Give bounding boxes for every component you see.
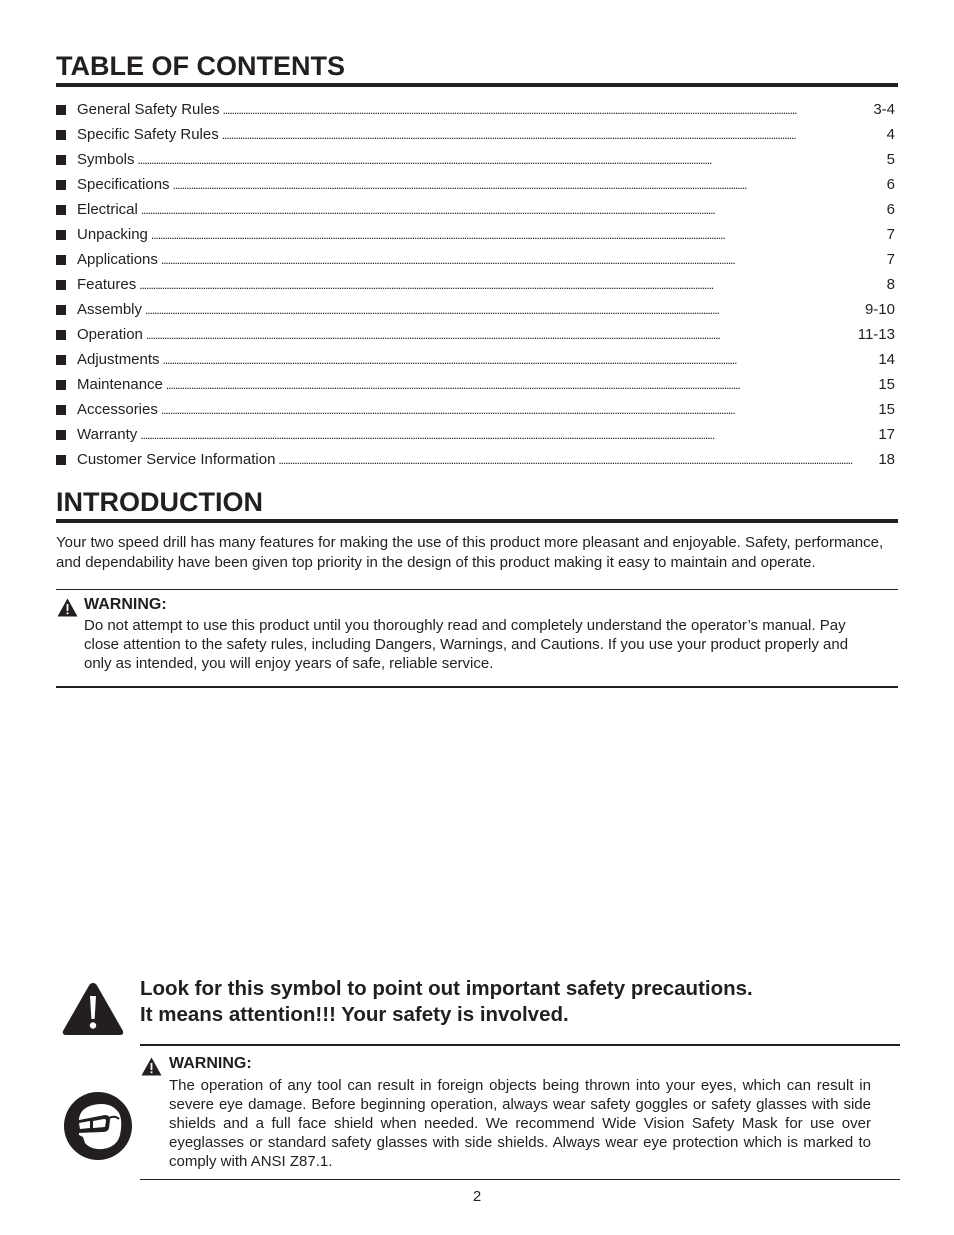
toc-item-label: Assembly <box>77 301 143 318</box>
toc-leader-dots <box>138 147 885 173</box>
toc-item-page: 8 <box>886 276 895 293</box>
warning-box <box>56 589 898 688</box>
toc-leader-dots <box>166 372 876 398</box>
toc-item[interactable] <box>56 197 895 222</box>
square-bullet-icon <box>56 380 66 390</box>
toc-item-page: 3-4 <box>873 101 895 118</box>
toc-item-page: 7 <box>886 251 895 268</box>
toc-item[interactable] <box>56 147 895 172</box>
toc-item[interactable] <box>56 247 895 272</box>
warning-triangle-icon <box>57 598 78 617</box>
toc-item-label: Applications <box>77 251 158 268</box>
eye-protection-warning-box <box>140 1044 900 1180</box>
toc-item-label: Symbols <box>77 151 135 168</box>
toc-item[interactable] <box>56 372 895 397</box>
toc-title: TABLE OF CONTENTS <box>56 50 898 87</box>
toc-item-page: 11-13 <box>857 326 895 343</box>
warning-text: The operation of any tool can result in foreign objects being thrown into your eyes, which can result in severe eye damage. Before beginning operation, always wear safety goggles or safety glasses with side shields and a full face shield when needed. We recommend Wide Vision Safety Mask for use over eyeglasses or standard safety glasses with side shields. Always wear eye protection which is marked to comply with ANSI Z87.1. <box>169 1077 871 1170</box>
toc-item-label: Adjustments <box>77 351 160 368</box>
square-bullet-icon <box>56 455 66 465</box>
square-bullet-icon <box>56 305 66 315</box>
toc-item-label: Accessories <box>77 401 158 418</box>
square-bullet-icon <box>56 255 66 265</box>
square-bullet-icon <box>56 330 66 340</box>
toc-item[interactable] <box>56 397 895 422</box>
warning-triangle-icon <box>141 1057 162 1076</box>
toc-item-label: Unpacking <box>77 226 148 243</box>
toc-leader-dots <box>151 222 885 248</box>
toc-item-page: 7 <box>886 226 895 243</box>
toc-leader-dots <box>141 197 885 223</box>
toc-item-page: 5 <box>886 151 895 168</box>
introduction-title: INTRODUCTION <box>56 486 898 523</box>
safety-notice-headline <box>140 976 880 1028</box>
toc-item-label: Electrical <box>77 201 138 218</box>
toc-item-page: 6 <box>886 176 895 193</box>
safety-notice-line-2: It means attention!!! Your safety is involved. <box>140 1003 569 1026</box>
safety-goggles-icon <box>63 1091 133 1161</box>
square-bullet-icon <box>56 180 66 190</box>
toc-item-label: Features <box>77 276 137 293</box>
page-number: 2 <box>472 1188 482 1205</box>
square-bullet-icon <box>56 130 66 140</box>
toc-item-label: Operation <box>77 326 143 343</box>
square-bullet-icon <box>56 280 66 290</box>
toc-item[interactable] <box>56 447 895 472</box>
toc-item-page: 4 <box>886 126 895 143</box>
toc-item-page: 15 <box>878 376 895 393</box>
toc-item-page: 15 <box>878 401 895 418</box>
toc-leader-dots <box>146 322 856 348</box>
warning-text: Do not attempt to use this product until you thoroughly read and completely understand the operator’s manual. Pay close attention to the safety rules, including Dangers, Warnings, and Cautions. If you use your product properly and only as intended, you will enjoy years of safe, reliable service. <box>84 617 849 672</box>
square-bullet-icon <box>56 105 66 115</box>
toc-leader-dots <box>161 247 885 273</box>
toc-leader-dots <box>222 122 885 148</box>
toc-leader-dots <box>163 347 877 373</box>
toc-list <box>56 97 895 472</box>
toc-item[interactable] <box>56 222 895 247</box>
toc-leader-dots <box>161 397 876 423</box>
toc-item-label: Warranty <box>77 426 138 443</box>
toc-item-page: 9-10 <box>864 301 895 318</box>
warning-heading: WARNING: <box>84 596 167 613</box>
toc-item[interactable] <box>56 322 895 347</box>
toc-item[interactable] <box>56 422 895 447</box>
toc-item[interactable] <box>56 297 895 322</box>
toc-item-label: General Safety Rules <box>77 101 220 118</box>
toc-leader-dots <box>140 422 876 448</box>
toc-item-label: Customer Service Information <box>77 451 276 468</box>
toc-item[interactable] <box>56 97 895 122</box>
toc-item[interactable] <box>56 172 895 197</box>
safety-notice-line-1: Look for this symbol to point out important safety precautions. <box>140 977 753 1000</box>
toc-item[interactable] <box>56 272 895 297</box>
toc-item-page: 6 <box>886 201 895 218</box>
toc-item-label: Specific Safety Rules <box>77 126 219 143</box>
introduction-text: Your two speed drill has many features for making the use of this product more pleasant and enjoyable. Safety, performance, and dependability have been given top priority in the design of this product making it easy to maintain and operate. <box>56 534 884 571</box>
toc-item[interactable] <box>56 122 895 147</box>
square-bullet-icon <box>56 430 66 440</box>
toc-item-page: 18 <box>878 451 895 468</box>
toc-leader-dots <box>278 447 876 473</box>
toc-item-page: 17 <box>878 426 895 443</box>
square-bullet-icon <box>56 205 66 215</box>
square-bullet-icon <box>56 230 66 240</box>
toc-item-page: 14 <box>878 351 895 368</box>
toc-leader-dots <box>173 172 885 198</box>
square-bullet-icon <box>56 155 66 165</box>
toc-leader-dots <box>223 97 872 123</box>
warning-heading: WARNING: <box>169 1055 252 1072</box>
safety-alert-symbol-icon <box>61 981 125 1037</box>
square-bullet-icon <box>56 355 66 365</box>
square-bullet-icon <box>56 405 66 415</box>
toc-item-label: Maintenance <box>77 376 163 393</box>
toc-item[interactable] <box>56 347 895 372</box>
toc-item-label: Specifications <box>77 176 170 193</box>
toc-leader-dots <box>145 297 863 323</box>
toc-leader-dots <box>139 272 884 298</box>
